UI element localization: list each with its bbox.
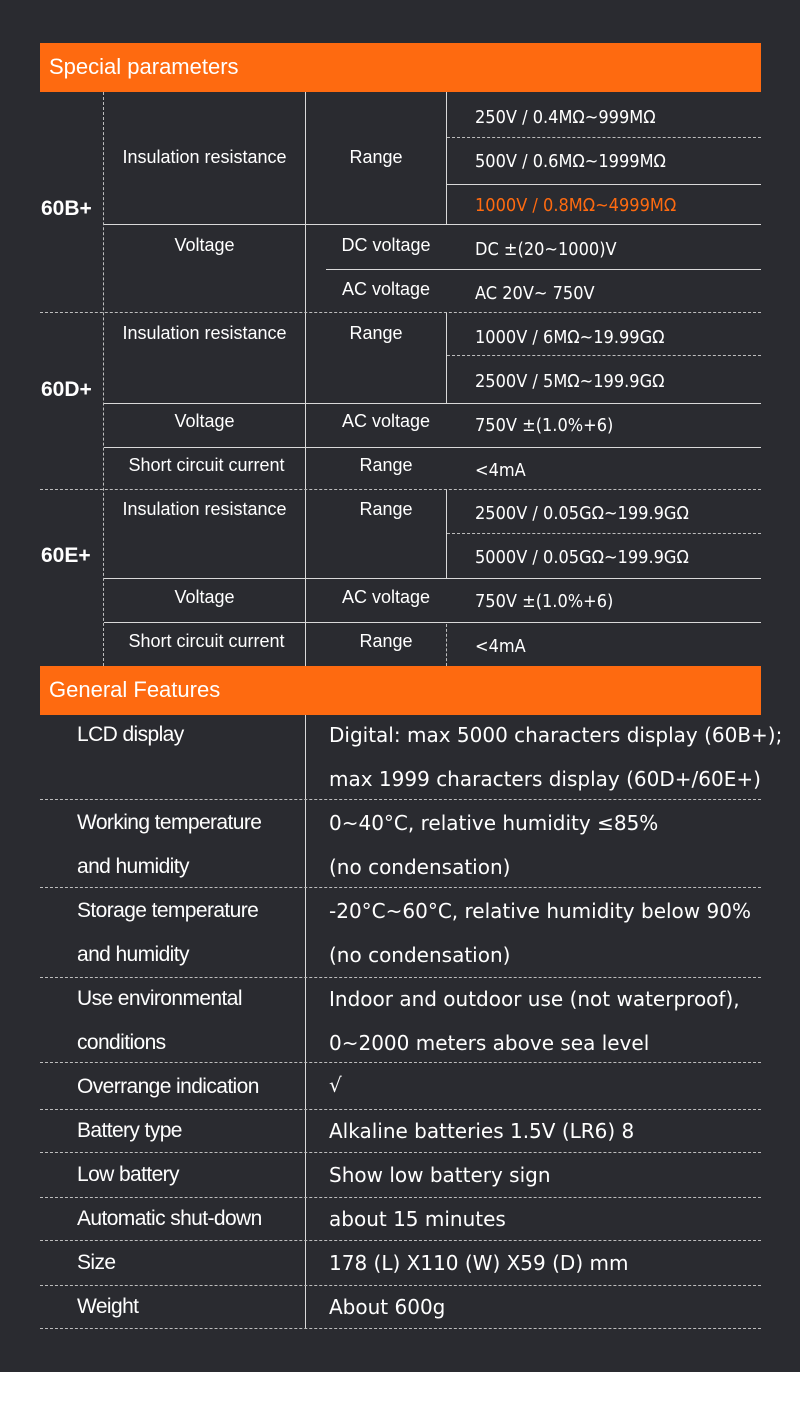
feature-label: Size xyxy=(77,1251,116,1274)
feature-value: Show low battery sign xyxy=(329,1163,551,1187)
dc-voltage-label: DC voltage xyxy=(341,235,431,255)
divider xyxy=(305,92,306,666)
divider xyxy=(40,489,761,490)
feature-value: 178 (L) X110 (W) X59 (D) mm xyxy=(329,1251,629,1275)
feature-value: -20°C~60°C, relative humidity below 90% xyxy=(329,899,751,923)
divider xyxy=(447,355,761,356)
feature-label: Low battery xyxy=(77,1163,179,1186)
model-60b: 60B+ xyxy=(41,197,92,220)
divider xyxy=(103,92,104,666)
feature-value: max 1999 characters display (60D+/60E+) xyxy=(329,767,761,791)
divider xyxy=(40,1062,761,1063)
feature-value: 0~40°C, relative humidity ≤85% xyxy=(329,811,659,835)
range-label: Range xyxy=(359,631,413,651)
divider xyxy=(40,1152,761,1153)
divider xyxy=(446,312,447,404)
voltage-label: Voltage xyxy=(174,587,235,607)
divider xyxy=(104,578,761,579)
range-value: 5000V / 0.05GΩ~199.9GΩ xyxy=(475,547,689,568)
feature-value: Digital: max 5000 characters display (60B+); xyxy=(329,723,783,747)
divider xyxy=(104,403,761,404)
divider xyxy=(104,224,761,225)
range-value: 1000V / 6MΩ~19.99GΩ xyxy=(475,327,665,348)
divider xyxy=(305,715,306,1328)
divider xyxy=(446,92,447,224)
divider xyxy=(104,447,761,448)
feature-label: Working temperature xyxy=(77,811,262,834)
short-circuit-current-label: Short circuit current xyxy=(128,631,285,651)
feature-label: Automatic shut-down xyxy=(77,1207,262,1230)
dc-voltage-value: DC ±(20~1000)V xyxy=(475,239,617,260)
insulation-resistance-label: Insulation resistance xyxy=(122,499,287,519)
divider xyxy=(447,533,761,534)
ac-voltage-label: AC voltage xyxy=(341,411,431,431)
divider xyxy=(326,269,761,270)
divider xyxy=(40,1328,761,1329)
range-value-highlight: 1000V / 0.8MΩ~4999MΩ xyxy=(475,195,677,216)
feature-value: about 15 minutes xyxy=(329,1207,506,1231)
model-60e: 60E+ xyxy=(41,544,91,567)
feature-label: conditions xyxy=(77,1031,166,1054)
ac-voltage-label: AC voltage xyxy=(341,587,431,607)
divider xyxy=(447,184,761,185)
divider xyxy=(40,1240,761,1241)
feature-value: (no condensation) xyxy=(329,943,511,967)
range-label: Range xyxy=(349,147,403,167)
ac-voltage-label: AC voltage xyxy=(341,279,431,299)
divider xyxy=(40,312,761,313)
range-value: 250V / 0.4MΩ~999MΩ xyxy=(475,107,656,128)
general-features-header: General Features xyxy=(40,666,761,715)
feature-label: Overrange indication xyxy=(77,1075,259,1098)
ac-voltage-value: 750V ±(1.0%+6) xyxy=(475,415,614,436)
voltage-label: Voltage xyxy=(174,235,235,255)
short-circuit-current-label: Short circuit current xyxy=(128,455,285,475)
divider xyxy=(40,887,761,888)
range-value: 2500V / 0.05GΩ~199.9GΩ xyxy=(475,503,689,524)
range-value: 500V / 0.6MΩ~1999MΩ xyxy=(475,151,666,172)
feature-label: and humidity xyxy=(77,943,189,966)
special-parameters-header: Special parameters xyxy=(40,43,761,92)
ac-voltage-value: 750V ±(1.0%+6) xyxy=(475,591,614,612)
feature-value: Alkaline batteries 1.5V (LR6) 8 xyxy=(329,1119,635,1143)
feature-value: About 600g xyxy=(329,1295,446,1319)
feature-label: Battery type xyxy=(77,1119,182,1142)
divider xyxy=(40,799,761,800)
short-circuit-value: <4mA xyxy=(475,460,526,481)
range-label: Range xyxy=(349,323,403,343)
insulation-resistance-label: Insulation resistance xyxy=(122,323,287,343)
divider xyxy=(446,624,447,666)
divider xyxy=(40,977,761,978)
feature-value: (no condensation) xyxy=(329,855,511,879)
ac-voltage-value: AC 20V~ 750V xyxy=(475,283,595,304)
feature-label: and humidity xyxy=(77,855,189,878)
divider xyxy=(447,137,761,138)
model-60d: 60D+ xyxy=(41,378,92,401)
divider xyxy=(40,1109,761,1110)
divider xyxy=(40,1197,761,1198)
insulation-resistance-label: Insulation resistance xyxy=(122,147,287,167)
divider xyxy=(40,1285,761,1286)
range-label: Range xyxy=(359,455,413,475)
range-label: Range xyxy=(359,499,413,519)
divider xyxy=(104,622,761,623)
feature-label: LCD display xyxy=(77,723,184,746)
feature-label: Storage temperature xyxy=(77,899,259,922)
short-circuit-value: <4mA xyxy=(475,636,526,657)
feature-value: Indoor and outdoor use (not waterproof), xyxy=(329,987,740,1011)
feature-label: Use environmental xyxy=(77,987,242,1010)
voltage-label: Voltage xyxy=(174,411,235,431)
feature-value: 0~2000 meters above sea level xyxy=(329,1031,650,1055)
checkmark-icon: √ xyxy=(329,1073,342,1097)
range-value: 2500V / 5MΩ~199.9GΩ xyxy=(475,371,665,392)
feature-label: Weight xyxy=(77,1295,139,1318)
